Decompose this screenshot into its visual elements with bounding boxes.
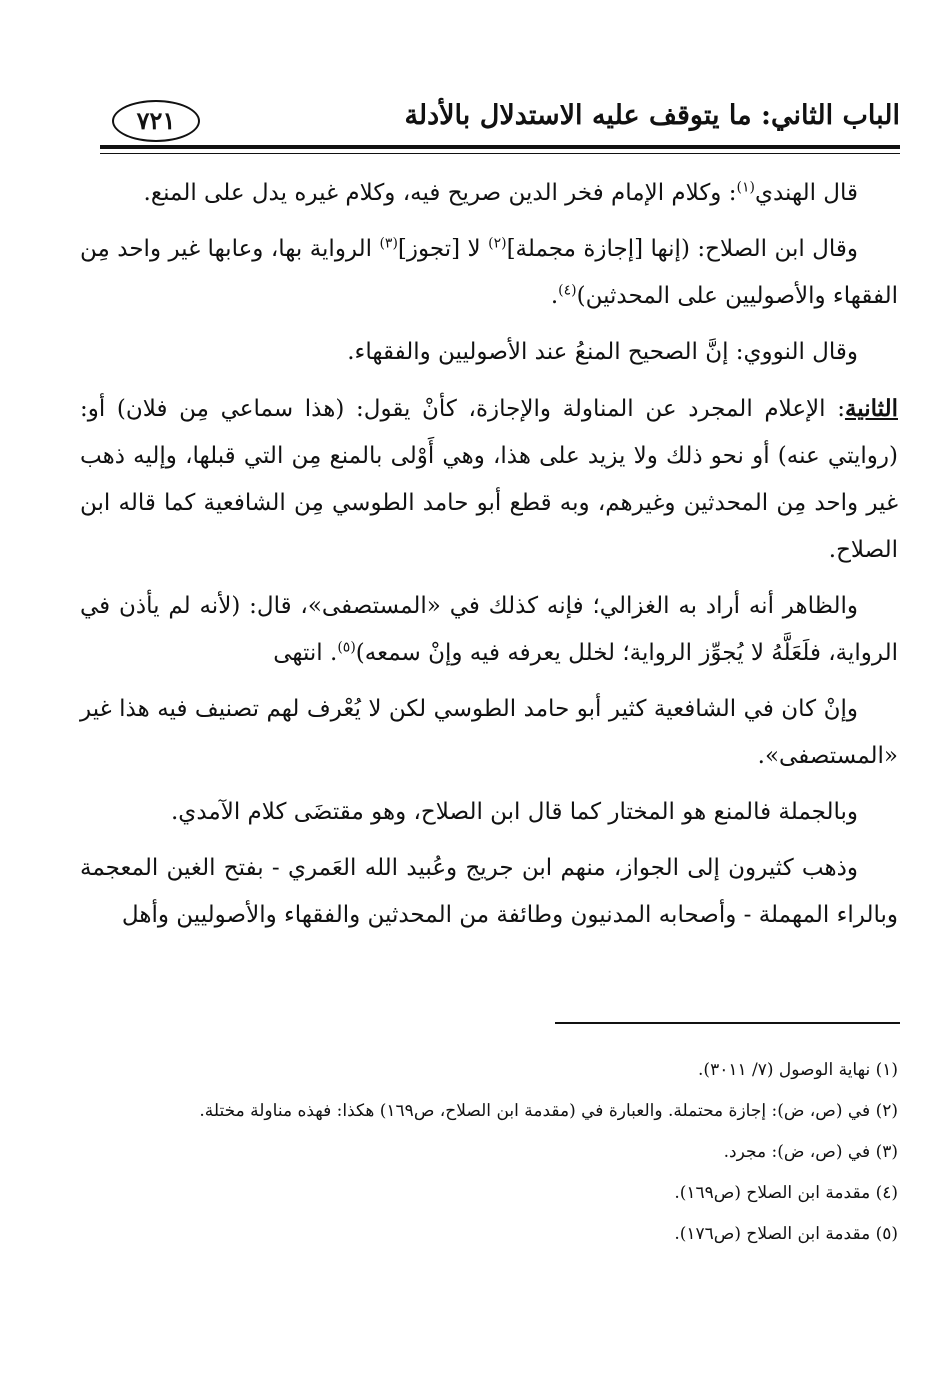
page-header	[100, 92, 900, 152]
footnote-1: (١) نهاية الوصول (٧/ ٣٠١١).	[698, 1060, 898, 1080]
text-span: . انتهى	[273, 640, 338, 666]
footnote-5: (٥) مقدمة ابن الصلاح (ص١٧٦).	[674, 1224, 898, 1244]
paragraph-shafiiyya: وإنْ كان في الشافعية كثير أبو حامد الطوسي لكن لا يُعْرف لهم تصنيف فيه هذا غير «المستصفى».	[80, 696, 898, 769]
header-rule-thick	[100, 145, 900, 149]
text-span: لا [تجوز]	[397, 236, 489, 262]
section-keyword: الثانية	[844, 395, 898, 422]
paragraph-second	[80, 385, 898, 574]
text-span: .	[550, 283, 559, 309]
text-span: والظاهر أنه أراد به الغزالي؛ فإنه كذلك في «المستصفى»، قال: (لأنه لم يأذن في الرواية، فلَعَلَّهُ لا يُجوِّز الرواية؛ لخلل يعرفه فيه وإنْ سمعه)	[80, 593, 898, 666]
footnote-separator	[555, 1022, 900, 1024]
footnotes	[80, 1052, 898, 1257]
footnote-3: (٣) في (ص، ض): مجرد.	[723, 1142, 898, 1162]
footnote-ref-2: (٢)	[488, 235, 507, 252]
footnote-ref-4: (٤)	[558, 282, 577, 299]
paragraph-permission: وذهب كثيرون إلى الجواز، منهم ابن جريج وعُبيد الله العَمري - بفتح الغين المعجمة وبالراء المهملة - وأصحابه المدنيون وطائفة من المحدثين والفقهاء والأصوليين وأهل	[80, 855, 898, 928]
page-number: ٧٢١	[112, 100, 200, 142]
paragraph-ibn-salah	[80, 226, 898, 320]
footnote-ref-5: (٥)	[337, 639, 356, 656]
paragraph-hindi	[80, 170, 898, 217]
text-span: : الإعلام المجرد عن المناولة والإجازة، كأنْ يقول: (هذا سماعي مِن فلان) أو: (روايتي عنه) أو نحو ذلك ولا يزيد على هذا، وهي أَوْلى بالمنع مِن التي قبلها، وإليه ذهب غير واحد مِن المحدثين وغيرهم، وبه قطع أبو حامد الطوسي مِن الشافعية كما قاله ابن الصلاح.	[80, 396, 898, 563]
main-text	[80, 170, 898, 948]
text-span: قال الهندي	[754, 180, 858, 206]
text-span: الرواية بها، وعابها غير واحد مِن الفقهاء والأصوليين على المحدثين)	[80, 236, 898, 309]
header-rule-thin	[100, 153, 900, 154]
paragraph-ghazali	[80, 583, 898, 677]
text-span: وقال ابن الصلاح: (إنها [إجازة مجملة]	[506, 236, 858, 262]
paragraph-conclusion: وبالجملة فالمنع هو المختار كما قال ابن الصلاح، وهو مقتضَى كلام الآمدي.	[171, 799, 858, 825]
footnote-4: (٤) مقدمة ابن الصلاح (ص١٦٩).	[674, 1183, 898, 1203]
paragraph-nawawi: وقال النووي: إنَّ الصحيح المنعُ عند الأصوليين والفقهاء.	[347, 339, 858, 365]
text-span: : وكلام الإمام فخر الدين صريح فيه، وكلام غيره يدل على المنع.	[143, 180, 737, 206]
running-title: الباب الثاني: ما يتوقف عليه الاستدلال بالأدلة	[404, 100, 900, 131]
footnote-2: (٢) في (ص، ض): إجازة محتملة. والعبارة في (مقدمة ابن الصلاح، ص١٦٩) هكذا: فهذه مناولة مختلة.	[199, 1101, 898, 1121]
footnote-ref-1: (١)	[736, 179, 755, 196]
footnote-ref-3: (٣)	[379, 235, 398, 252]
